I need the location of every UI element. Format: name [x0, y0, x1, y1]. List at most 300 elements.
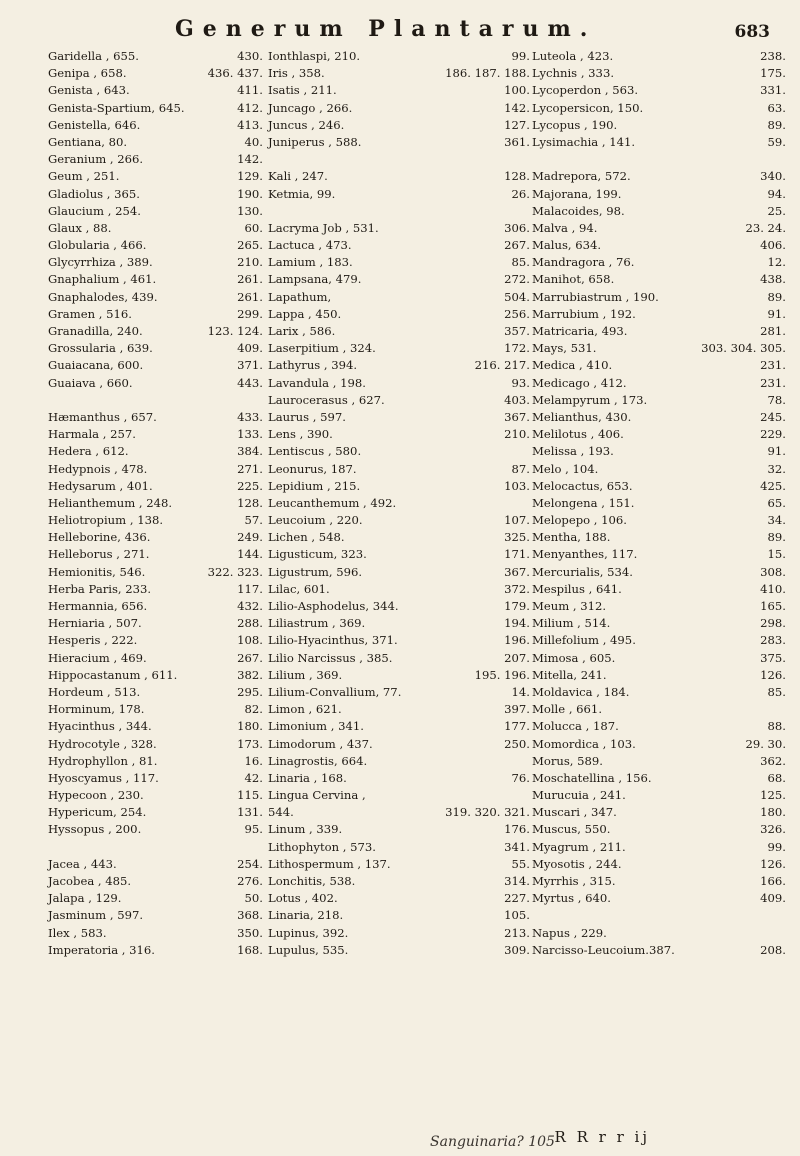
entry-name: Jacea , 443. — [48, 856, 117, 871]
index-entry — [48, 271, 263, 288]
index-entry — [268, 134, 530, 151]
index-entry — [48, 718, 263, 735]
index-entry — [268, 632, 530, 649]
index-entry — [48, 357, 263, 374]
entry-name: Molle , 661. — [532, 702, 602, 717]
entry-pages: 322. 323. — [207, 564, 263, 579]
index-entry — [532, 100, 786, 117]
index-entry — [48, 117, 263, 134]
index-entry — [532, 718, 786, 735]
entry-name: Melampyrum , 173. — [532, 392, 648, 407]
index-entry — [48, 254, 263, 271]
index-entry — [532, 564, 786, 581]
entry-pages: 443. — [237, 375, 263, 390]
index-entry — [268, 306, 530, 323]
entry-pages: 331. — [760, 83, 786, 98]
entry-pages: 254. — [237, 856, 263, 871]
entry-pages: 65. — [767, 495, 786, 510]
entry-name: Lilac, 601. — [268, 581, 330, 596]
index-entry — [48, 478, 263, 495]
index-entry — [48, 512, 263, 529]
index-entry — [268, 220, 530, 237]
entry-name: Hydrocotyle , 328. — [48, 736, 157, 751]
entry-pages: 95. — [244, 822, 263, 837]
index-entry — [268, 186, 530, 203]
entry-pages: 175. — [760, 66, 786, 81]
index-entry — [268, 168, 530, 185]
entry-pages: 216. 217. — [474, 358, 530, 373]
entry-pages: 76. — [511, 770, 530, 785]
entry-name: Glaucium , 254. — [48, 203, 141, 218]
entry-pages: 196. — [504, 633, 530, 648]
index-entry — [268, 821, 530, 838]
entry-pages: 357. — [504, 324, 530, 338]
index-entry — [268, 392, 530, 409]
index-entry — [532, 220, 786, 237]
index-entry — [532, 426, 786, 443]
running-head — [0, 14, 800, 48]
section-gap — [48, 839, 263, 856]
index-entry — [532, 598, 786, 615]
entry-name: Lactuca , 473. — [268, 238, 352, 253]
index-entry — [532, 340, 786, 357]
signature-mark: R R r r ij — [554, 1128, 650, 1146]
entry-name: Morus, 589. — [532, 753, 603, 768]
entry-pages: 125. — [760, 788, 786, 803]
index-entry — [48, 529, 263, 546]
entry-pages: 59. — [767, 134, 786, 149]
entry-name: Hesperis , 222. — [48, 633, 138, 648]
index-entry — [268, 357, 530, 374]
entry-name: Lithophyton , 573. — [268, 839, 376, 854]
entry-name: Lotus , 402. — [268, 891, 338, 906]
index-entry — [268, 598, 530, 615]
index-entry — [268, 942, 530, 959]
index-entry — [48, 925, 263, 942]
index-entry — [48, 632, 263, 649]
entry-name: Lens , 390. — [268, 427, 333, 442]
entry-name: Muscari , 347. — [532, 805, 617, 820]
entry-pages: 57. — [244, 513, 263, 528]
index-entry — [532, 323, 786, 340]
entry-name: Molucca , 187. — [532, 719, 619, 734]
entry-name: 544. — [268, 805, 294, 820]
index-entry — [268, 48, 530, 65]
entry-pages: 213. — [504, 925, 530, 940]
entry-name: Mimosa , 605. — [532, 650, 616, 665]
index-entry — [48, 701, 263, 718]
entry-name: Luteola , 423. — [532, 49, 614, 63]
entry-pages: 384. — [237, 444, 263, 459]
index-entry — [48, 770, 263, 787]
entry-pages: 115. — [237, 788, 263, 803]
entry-name: Muscus, 550. — [532, 822, 611, 837]
entry-pages: 26. — [511, 186, 530, 201]
entry-pages: 227. — [504, 891, 530, 906]
index-entry — [48, 942, 263, 959]
index-entry — [532, 736, 786, 753]
index-entry — [532, 306, 786, 323]
entry-name: Malva , 94. — [532, 220, 598, 235]
entry-pages: 397. — [504, 702, 530, 717]
entry-name: Lycopersicon, 150. — [532, 100, 644, 115]
index-entry — [268, 718, 530, 735]
entry-pages: 272. — [504, 272, 530, 287]
entry-pages: 411. — [237, 83, 263, 98]
entry-pages: 130. — [237, 203, 263, 218]
index-entry — [532, 117, 786, 134]
entry-name: Mespilus , 641. — [532, 581, 622, 596]
entry-name: Imperatoria , 316. — [48, 942, 155, 957]
index-entry — [532, 289, 786, 306]
index-entry — [268, 787, 530, 804]
index-entry — [268, 873, 530, 890]
index-entry — [48, 753, 263, 770]
entry-pages: 413. — [237, 117, 263, 132]
entry-pages: 63. — [767, 100, 786, 115]
index-entry — [48, 134, 263, 151]
entry-pages: 128. — [504, 169, 530, 184]
entry-name: Jacobea , 485. — [48, 874, 132, 888]
entry-pages: 210. — [237, 255, 263, 270]
entry-name: Helianthemum , 248. — [48, 495, 173, 510]
entry-pages: 55. — [511, 856, 530, 871]
entry-name: Hyoscyamus , 117. — [48, 770, 159, 785]
entry-pages: 249. — [237, 530, 263, 545]
page-footer — [0, 1128, 800, 1148]
entry-name: Hippocastanum , 611. — [48, 667, 178, 682]
entry-pages: 276. — [237, 874, 263, 888]
entry-pages: 231. — [760, 375, 786, 390]
index-entry — [48, 203, 263, 220]
section-gap — [532, 907, 786, 924]
entry-name: Lamium , 183. — [268, 255, 353, 270]
index-entry — [48, 821, 263, 838]
index-entry — [268, 271, 530, 288]
entry-pages: 367. — [504, 409, 530, 424]
entry-pages: 406. — [760, 238, 786, 253]
entry-pages: 165. — [760, 599, 786, 613]
entry-pages: 186. 187. 188. — [445, 66, 530, 81]
entry-name: Kali , 247. — [268, 169, 328, 184]
index-entry — [48, 323, 263, 340]
index-entry — [268, 65, 530, 82]
entry-pages: 229. — [760, 427, 786, 442]
entry-name: Globularia , 466. — [48, 238, 147, 253]
index-entry — [268, 581, 530, 598]
entry-name: Juniperus , 588. — [268, 134, 362, 149]
entry-name: Lycopus , 190. — [532, 117, 618, 132]
index-entry — [532, 512, 786, 529]
entry-pages: 361. — [504, 134, 530, 149]
entry-name: Mentha, 188. — [532, 530, 611, 545]
entry-name: Hemionitis, 546. — [48, 564, 146, 579]
entry-name: Ligustrum, 596. — [268, 564, 363, 579]
entry-name: Leucoium , 220. — [268, 513, 363, 528]
index-entry — [532, 546, 786, 563]
entry-pages: 309. — [504, 942, 530, 957]
entry-name: Hydrophyllon , 81. — [48, 753, 158, 768]
index-entry — [268, 254, 530, 271]
entry-pages: 127. — [504, 117, 530, 132]
entry-name: Melongena , 151. — [532, 495, 635, 510]
entry-name: Lapathum, — [268, 289, 332, 304]
entry-name: Mercurialis, 534. — [532, 564, 633, 579]
entry-name: Ilex , 583. — [48, 925, 107, 940]
entry-name: Genista-Spartium, 645. — [48, 100, 185, 115]
index-entry — [268, 461, 530, 478]
entry-pages: 85. — [511, 255, 530, 270]
entry-pages: 100. — [504, 83, 530, 98]
entry-pages: 409. — [760, 891, 786, 906]
entry-name: Menyanthes, 117. — [532, 547, 638, 562]
index-entry — [532, 82, 786, 99]
entry-pages: 326. — [760, 822, 786, 837]
index-entry — [268, 426, 530, 443]
entry-name: Hypericum, 254. — [48, 805, 147, 820]
entry-pages: 40. — [244, 134, 263, 149]
entry-name: Garidella , 655. — [48, 49, 139, 63]
entry-name: Medicago , 412. — [532, 375, 627, 390]
index-entry — [532, 392, 786, 409]
entry-pages: 308. — [760, 564, 786, 579]
entry-name: Melianthus, 430. — [532, 409, 632, 424]
entry-name: Genistella, 646. — [48, 117, 141, 132]
entry-pages: 108. — [237, 633, 263, 648]
entry-name: Lichen , 548. — [268, 530, 345, 545]
entry-name: Lonchitis, 538. — [268, 874, 356, 888]
page-number: 683 — [734, 22, 770, 42]
index-entry — [48, 375, 263, 392]
index-entry — [48, 564, 263, 581]
entry-name: Helleborine, 436. — [48, 530, 151, 545]
entry-pages: 504. — [504, 289, 530, 304]
section-gap — [532, 151, 786, 168]
entry-pages: 225. — [237, 478, 263, 493]
index-entry — [48, 426, 263, 443]
entry-name: Matricaria, 493. — [532, 324, 628, 338]
entry-name: Gnaphalium , 461. — [48, 272, 157, 287]
index-entry — [532, 890, 786, 907]
entry-pages: 29. 30. — [745, 736, 786, 751]
index-entry — [532, 409, 786, 426]
index-entry — [268, 839, 530, 856]
index-entry — [48, 82, 263, 99]
index-entry — [48, 48, 263, 65]
entry-name: Leucanthemum , 492. — [268, 495, 397, 510]
entry-name: Malacoides, 98. — [532, 203, 625, 218]
entry-pages: 238. — [760, 49, 786, 63]
entry-pages: 430. — [237, 49, 263, 63]
index-entry — [48, 65, 263, 82]
entry-name: Lupulus, 535. — [268, 942, 349, 957]
index-entry — [48, 495, 263, 512]
entry-pages: 208. — [760, 942, 786, 957]
index-entry — [532, 753, 786, 770]
entry-name: Mays, 531. — [532, 341, 597, 356]
index-entry — [48, 461, 263, 478]
entry-name: Glaux , 88. — [48, 220, 112, 235]
entry-name: Murucuia , 241. — [532, 788, 626, 803]
entry-pages: 173. — [237, 736, 263, 751]
index-entry — [532, 254, 786, 271]
index-entry — [268, 237, 530, 254]
index-entry — [532, 443, 786, 460]
entry-name: Guaiacana, 600. — [48, 358, 144, 373]
entry-name: Majorana, 199. — [532, 186, 622, 201]
index-entry — [268, 340, 530, 357]
entry-pages: 425. — [760, 478, 786, 493]
entry-pages: 91. — [767, 306, 786, 321]
entry-name: Madrepora, 572. — [532, 169, 631, 184]
entry-pages: 250. — [504, 736, 530, 751]
entry-name: Mitella, 241. — [532, 667, 607, 682]
entry-pages: 177. — [504, 719, 530, 734]
entry-pages: 42. — [244, 770, 263, 785]
index-entry — [532, 632, 786, 649]
entry-pages: 91. — [767, 444, 786, 459]
index-entry — [532, 48, 786, 65]
entry-pages: 436. 437. — [207, 66, 263, 81]
entry-name: Linagrostis, 664. — [268, 753, 368, 768]
entry-name: Lingua Cervina , — [268, 788, 366, 803]
entry-pages: 256. — [504, 306, 530, 321]
index-entry — [268, 409, 530, 426]
index-column-1 — [48, 48, 263, 959]
entry-pages: 144. — [237, 547, 263, 562]
index-entry — [268, 375, 530, 392]
index-entry — [48, 220, 263, 237]
index-entry — [268, 753, 530, 770]
entry-pages: 68. — [767, 770, 786, 785]
entry-pages: 295. — [237, 684, 263, 699]
index-entry — [532, 839, 786, 856]
index-entry — [532, 667, 786, 684]
index-entry — [48, 186, 263, 203]
entry-pages: 288. — [237, 616, 263, 631]
index-column-2 — [268, 48, 530, 959]
entry-name: Limonium , 341. — [268, 719, 364, 734]
index-entry — [48, 804, 263, 821]
entry-name: Larix , 586. — [268, 324, 336, 338]
index-entry — [532, 529, 786, 546]
index-entry — [268, 82, 530, 99]
entry-name: Juncago , 266. — [268, 100, 353, 115]
entry-name: Lupinus, 392. — [268, 925, 349, 940]
index-entry — [532, 461, 786, 478]
index-entry — [268, 770, 530, 787]
entry-name: Lychnis , 333. — [532, 66, 614, 81]
index-entry — [532, 271, 786, 288]
entry-name: Granadilla, 240. — [48, 324, 143, 338]
entry-name: Moldavica , 184. — [532, 684, 630, 699]
entry-pages: 142. — [504, 100, 530, 115]
index-entry — [48, 856, 263, 873]
entry-name: Jasminum , 597. — [48, 908, 144, 923]
index-entry — [48, 684, 263, 701]
index-entry — [532, 168, 786, 185]
entry-name: Hyacinthus , 344. — [48, 719, 152, 734]
entry-pages: 195. 196. — [474, 667, 530, 682]
index-entry — [532, 856, 786, 873]
entry-pages: 142. — [237, 152, 263, 167]
entry-pages: 207. — [504, 650, 530, 665]
index-entry — [268, 323, 530, 340]
entry-name: Lilium , 369. — [268, 667, 343, 682]
entry-name: Momordica , 103. — [532, 736, 636, 751]
entry-pages: 438. — [760, 272, 786, 287]
entry-pages: 403. — [504, 392, 530, 407]
entry-pages: 180. — [237, 719, 263, 734]
index-entry — [268, 615, 530, 632]
entry-pages: 133. — [237, 427, 263, 442]
index-entry — [268, 529, 530, 546]
entry-pages: 210. — [504, 427, 530, 442]
entry-name: Lampsana, 479. — [268, 272, 362, 287]
index-entry — [532, 134, 786, 151]
entry-name: Moschatellina , 156. — [532, 770, 652, 785]
entry-pages: 32. — [767, 461, 786, 476]
entry-pages: 180. — [760, 805, 786, 820]
entry-pages: 126. — [760, 856, 786, 871]
entry-name: Gnaphalodes, 439. — [48, 289, 158, 304]
index-entry — [48, 289, 263, 306]
entry-pages: 190. — [237, 186, 263, 201]
entry-pages: 60. — [244, 220, 263, 235]
entry-pages: 412. — [237, 100, 263, 115]
index-entry — [48, 581, 263, 598]
index-entry — [532, 478, 786, 495]
entry-name: Hermannia, 656. — [48, 599, 148, 613]
entry-name: Heliotropium , 138. — [48, 513, 164, 528]
entry-name: Hieracium , 469. — [48, 650, 147, 665]
index-entry — [532, 925, 786, 942]
entry-name: Lilio Narcissus , 385. — [268, 650, 393, 665]
index-entry — [268, 546, 530, 563]
index-entry — [268, 495, 530, 512]
entry-name: Lepidium , 215. — [268, 478, 361, 493]
entry-pages: 105. — [504, 908, 530, 923]
entry-pages: 82. — [244, 702, 263, 717]
entry-pages: 107. — [504, 513, 530, 528]
entry-name: Laurocerasus , 627. — [268, 392, 385, 407]
entry-pages: 50. — [244, 891, 263, 906]
index-entry — [48, 890, 263, 907]
index-entry — [268, 856, 530, 873]
entry-name: Juncus , 246. — [268, 117, 345, 132]
entry-name: Geranium , 266. — [48, 152, 144, 167]
entry-pages: 261. — [237, 272, 263, 287]
index-entry — [532, 615, 786, 632]
entry-name: Myrtus , 640. — [532, 891, 611, 906]
entry-name: Linaria , 168. — [268, 770, 347, 785]
entry-name: Manihot, 658. — [532, 272, 615, 287]
entry-pages: 89. — [767, 530, 786, 545]
entry-name: Glycyrrhiza , 389. — [48, 255, 153, 270]
index-entry — [48, 667, 263, 684]
entry-name: Lacryma Job , 531. — [268, 220, 379, 235]
index-entry — [268, 925, 530, 942]
entry-name: Liliastrum , 369. — [268, 616, 366, 631]
index-entry — [48, 787, 263, 804]
entry-pages: 99. — [767, 839, 786, 854]
entry-name: Melocactus, 653. — [532, 478, 633, 493]
index-entry — [532, 701, 786, 718]
entry-name: Lysimachia , 141. — [532, 134, 636, 149]
entry-name: Myrrhis , 315. — [532, 874, 616, 888]
entry-name: Lathyrus , 394. — [268, 358, 358, 373]
entry-name: Linum , 339. — [268, 822, 343, 837]
